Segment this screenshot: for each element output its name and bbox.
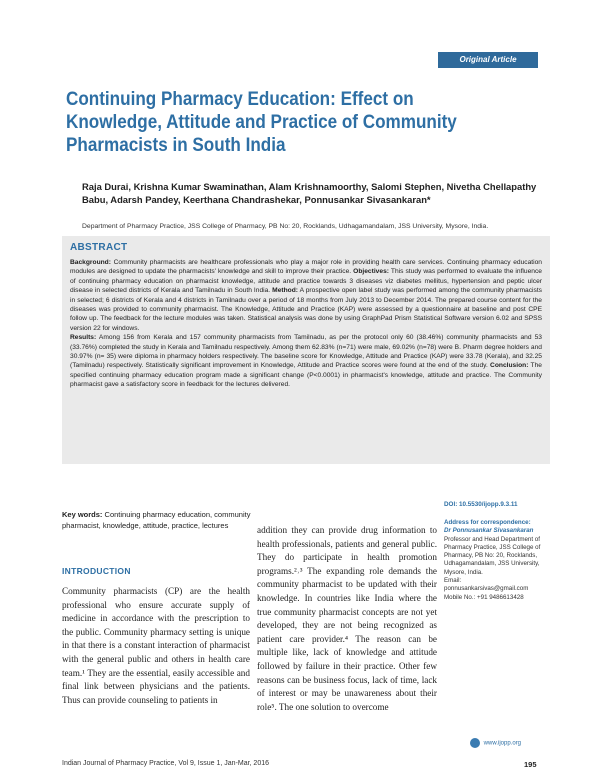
article-title: Continuing Pharmacy Education: Effect on Knowledge, Attitude and Practice of Community Pharmacists in South India bbox=[66, 89, 457, 156]
method-label: Method: bbox=[272, 287, 298, 295]
corresponding-author: Dr Ponnusankar Sivasankaran bbox=[444, 527, 534, 535]
introduction-column-1: Community pharmacists (CP) are the health professional who ensure accurate supply of medicine in accordance with the prescription to the public. Community pharmacy setting is unique in that there is a constant interaction of pharmacist with the general public and others in health care team.¹ They are the essential, easily accessible and final link between physicians and the patients. Thus can provide counseling to patients in bbox=[62, 586, 250, 705]
mobile: Mobile No.: +91 9486613428 bbox=[444, 593, 524, 601]
affiliation: Department of Pharmacy Practice, JSS College of Pharmacy, PB No: 20, Rocklands, Udhagamandalam, JSS University, Mysore, India. bbox=[82, 223, 489, 230]
objectives-label: Objectives: bbox=[353, 268, 389, 276]
keywords-label: Key words: bbox=[62, 510, 103, 519]
keywords bbox=[62, 510, 252, 531]
objectives-text: This study was performed to evaluate the influence of continuing pharmacy education on pharmacist knowledge, attitude and practice towards 3 diseases viz diabetes mellitus, hypertension and peptic ulcer disease in selected districts of Kerala and Tamilnadu in South India. bbox=[70, 268, 542, 295]
author-list: Raja Durai, Krishna Kumar Swaminathan, Alam Krishnamoorthy, Salomi Stephen, Nivetha Chellapathy Babu, Adarsh Pandey, Keerthana Chandrashekar, Ponnusankar Sivasankaran* bbox=[82, 181, 537, 205]
introduction-column-2: addition they can provide drug information to health professionals, patients and general public. They do participate in health promotion programs.²˒³ The expanding role demands the community pharmacist to be updated with their knowledge. In countries like India where the true community pharmacist concepts are not yet developed, they are not being recognized as patient care provider.⁴ The reason can be multiple like, lack of knowledge and attitude followed by failure in their practice. Other few reasons can be business focus, lack of time, lack of interest or may be unawareness about their role⁵. The one solution to overcome bbox=[257, 525, 437, 712]
abstract-box bbox=[62, 236, 550, 464]
conclusion-text: The specified continuing pharmacy education program made a significant change (P<0.0001) in pharmacist's knowledge, attitude and practice. The Community pharmacist gave a satisfactory score in feedback for the lectures delivered. bbox=[70, 362, 542, 389]
abstract-heading: ABSTRACT bbox=[70, 242, 128, 253]
page-number: 195 bbox=[524, 760, 537, 769]
address-heading: Address for correspondence: bbox=[444, 519, 531, 526]
results-text: Among 156 from Kerala and 157 community pharmacists from Tamilnadu, as per the protocol only 60 (38.46%) community pharmacists and 53 (33.76%) completed the study in Kerala and Tamilnadu respectively. Among them 62.83% (n=71) were male, 69.02% (n=78) were B. Pharm degree holders and 30.97% (n= 35) were diploma in pharmacy holders respectively. The baseline score for Knowledge, Attitude and Practice (KAP) were 33.78 (Kerala), and 32.25 (Tamilnadu) respectively. Statistically significant improvement in Knowledge, Attitude and Practice scores were found at the end of the study. bbox=[70, 334, 542, 370]
email[interactable]: Email: ponnusankarsivas@gmail.com bbox=[444, 577, 529, 593]
introduction-heading: INTRODUCTION bbox=[62, 566, 131, 576]
conclusion-label: Conclusion: bbox=[490, 362, 529, 370]
keywords-text: Continuing pharmacy education, community pharmacist, knowledge, attitude, practice, lectures bbox=[62, 510, 251, 530]
address-details: Professor and Head Department of Pharmacy Practice, JSS College of Pharmacy, PB No: 20, Rocklands, Udhagamandalam, JSS University, Mysore, India. bbox=[444, 535, 541, 576]
journal-footer: Indian Journal of Pharmacy Practice, Vol 9, Issue 1, Jan-Mar, 2016 bbox=[62, 760, 269, 767]
results-label: Results: bbox=[70, 334, 97, 342]
journal-website[interactable] bbox=[470, 738, 521, 748]
correspondence-address bbox=[444, 519, 544, 602]
background-label: Background: bbox=[70, 259, 111, 266]
method-text: A prospective open label study was performed among the community pharmacists in selected; 6 districts of Kerala and 4 districts in Tamilnadu over a period of 18 months from July 2013 to December 2014. The prepared course content for the diseases was provided to community pharmacist. The Knowledge, Attitude and Practice (KAP) were assessed by a questionnaire at baseline and post CPE follow up. The feedback for the lecture modules was taken. Statistical analysis was done by using GraphPad Prism Statistical Software version 6.02 and SPSS version 22 for windows. bbox=[70, 287, 542, 332]
abstract-body bbox=[70, 258, 542, 390]
doi[interactable]: DOI: 10.5530/ijopp.9.3.11 bbox=[444, 501, 518, 508]
article-type-badge: Original Article bbox=[438, 52, 538, 68]
background-text: Community pharmacists are healthcare professionals who play a major role in providing health care services. Continuing pharmacy education modules are designed to update the pharmacists' knowledge and skill to improve their practice. bbox=[70, 259, 542, 276]
globe-icon bbox=[470, 738, 480, 748]
website-text: www.ijopp.org bbox=[483, 740, 522, 747]
